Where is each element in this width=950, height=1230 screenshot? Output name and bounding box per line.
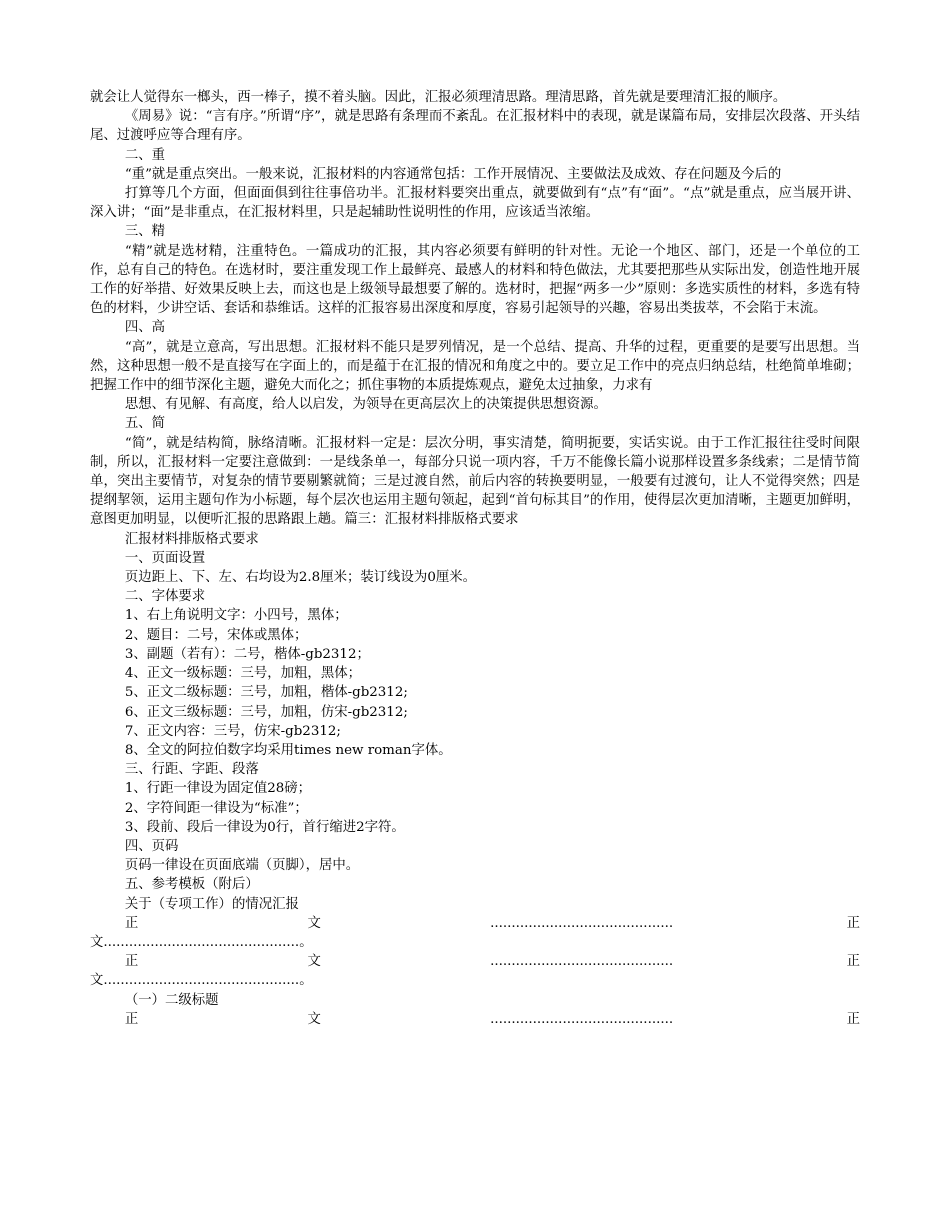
paragraph-p29: 四、页码 bbox=[124, 838, 179, 854]
paragraph-p08: 四、高 bbox=[124, 320, 165, 336]
paragraph-p16: 二、字体要求 bbox=[124, 589, 206, 605]
paragraph-p30: 页码一律设在页面底端（页脚），居中。 bbox=[124, 858, 360, 874]
paragraph-p17: 1、右上角说明文字：小四号，黑体； bbox=[124, 608, 348, 624]
paragraph-p28: 3、段前、段后一律设为0行，首行缩进2字符。 bbox=[124, 819, 405, 835]
paragraph-p22: 6、正文三级标题：三号，加粗，仿宋-gb2312; bbox=[124, 704, 408, 720]
paragraph-p18: 2、题目：二号，宋体或黑体； bbox=[124, 627, 308, 643]
paragraph-p24: 8、全文的阿拉伯数字均采用times new roman字体。 bbox=[124, 742, 452, 758]
paragraph-p37: （一）二级标题 bbox=[124, 992, 219, 1008]
paragraph-p19: 3、副题（若有）：二号，楷体-gb2312； bbox=[124, 646, 370, 662]
paragraph-p15: 页边距上、下、左、右均设为2.8厘米；装订线设为0厘米。 bbox=[124, 570, 477, 586]
paragraph-p31: 五、参考模板（附后） bbox=[124, 877, 259, 893]
paragraph-p10: 思想、有见解、有高度，给人以启发，为领导在更高层次上的决策提供思想资源。 bbox=[124, 397, 607, 413]
paragraph-p03: 二、重 bbox=[124, 147, 165, 163]
paragraph-p36: 文..............................................。 bbox=[90, 973, 313, 989]
paragraph-p35: 正文........................................... 正 bbox=[124, 954, 860, 970]
paragraph-p09: “高”，就是立意高，写出思想。汇报材料不能只是罗列情况，是一个总结、提高、升华的过程，更重要的是要写出思想。当然，这种思想一般不是直接写在字面上的，而是蕴于在汇报的情况和角度之中的。要立足工作中的亮点归纳总结，杜绝简单堆砌；把握工作中的细节深化主题，避免大而化之；抓住事物的本质提炼观点，避免太过抽象，力求有 bbox=[90, 339, 860, 394]
paragraph-p25: 三、行距、字距、段落 bbox=[124, 762, 259, 778]
paragraph-p33: 正文........................................... 正 bbox=[124, 915, 860, 931]
paragraph-p20: 4、正文一级标题：三号，加粗，黑体； bbox=[124, 666, 361, 682]
paragraph-p13: 汇报材料排版格式要求 bbox=[124, 531, 259, 547]
paragraph-p38: 正文........................................... 正 bbox=[124, 1011, 860, 1027]
paragraph-p01: 就会让人觉得东一榔头，西一棒子，摸不着头脑。因此，汇报必须理清思路。理清思路，首先就是要理清汇报的顺序。 bbox=[90, 90, 787, 105]
paragraph-p02: 《周易》说：“言有序。”所谓“序”，就是思路有条理而不紊乱。在汇报材料中的表现，就是谋篇布局，安排层次段落、开头结尾、过渡呼应等合理有序。 bbox=[90, 109, 860, 144]
paragraph-p06: 三、精 bbox=[124, 224, 165, 240]
paragraph-p07: “精”就是选材精，注重特色。一篇成功的汇报，其内容必须要有鲜明的针对性。无论一个地区、部门，还是一个单位的工作，总有自己的特色。在选材时，要注重发现工作上最鲜亮、最感人的材料和特色做法，尤其要把那些从实际出发，创造性地开展工作的好举措、好效果反映上去，而这也是上级领导最想要了解的。选材时，把握“两多一少”原则：多选实质性的材料，多选有特色的材料，少讲空话、套话和恭维话。这样的汇报容易出深度和厚度，容易引起领导的兴趣，容易出类拔萃，不会陷于末流。 bbox=[90, 243, 860, 317]
paragraph-p05: 打算等几个方面，但面面俱到往往事倍功半。汇报材料要突出重点，就要做到有“点”有“面”。“点”就是重点，应当展开讲、深入讲；“面”是非重点，在汇报材料里，只是起辅助性说明性的作用，应该适当浓缩。 bbox=[90, 186, 860, 221]
paragraph-p04: “重”就是重点突出。一般来说，汇报材料的内容通常包括：工作开展情况、主要做法及成效、存在问题及今后的 bbox=[124, 166, 782, 182]
paragraph-p26: 1、行距一律设为固定值28磅； bbox=[124, 781, 312, 797]
paragraph-p21: 5、正文二级标题：三号，加粗，楷体-gb2312; bbox=[124, 685, 408, 701]
paragraph-p11: 五、简 bbox=[124, 416, 165, 432]
paragraph-p27: 2、字符间距一律设为“标准”； bbox=[124, 800, 308, 816]
paragraph-p23: 7、正文内容：三号，仿宋-gb2312; bbox=[124, 723, 341, 739]
paragraph-p12: “简”，就是结构简，脉络清晰。汇报材料一定是：层次分明，事实清楚，简明扼要，实话实说。由于工作汇报往往受时间限制，所以，汇报材料一定要注意做到：一是线条单一，每部分只说一项内容，千万不能像长篇小说那样设置多条线索；二是情节简单，突出主要情节，对复杂的情节要剔繁就简；三是过渡自然，前后内容的转换要明显，一般要有过渡句，让人不觉得突然；四是提纲挈领，运用主题句作为小标题，每个层次也运用主题句领起，起到“首句标其目”的作用，使得层次更加清晰，主题更加鲜明，意图更加明显，以便听汇报的思路跟上趟。篇三：汇报材料排版格式要求 bbox=[90, 435, 860, 528]
paragraph-p32: 关于（专项工作）的情况汇报 bbox=[124, 896, 299, 912]
paragraph-p14: 一、页面设置 bbox=[124, 550, 206, 566]
document-body bbox=[90, 88, 860, 1029]
paragraph-p34: 文..............................................。 bbox=[90, 934, 313, 950]
